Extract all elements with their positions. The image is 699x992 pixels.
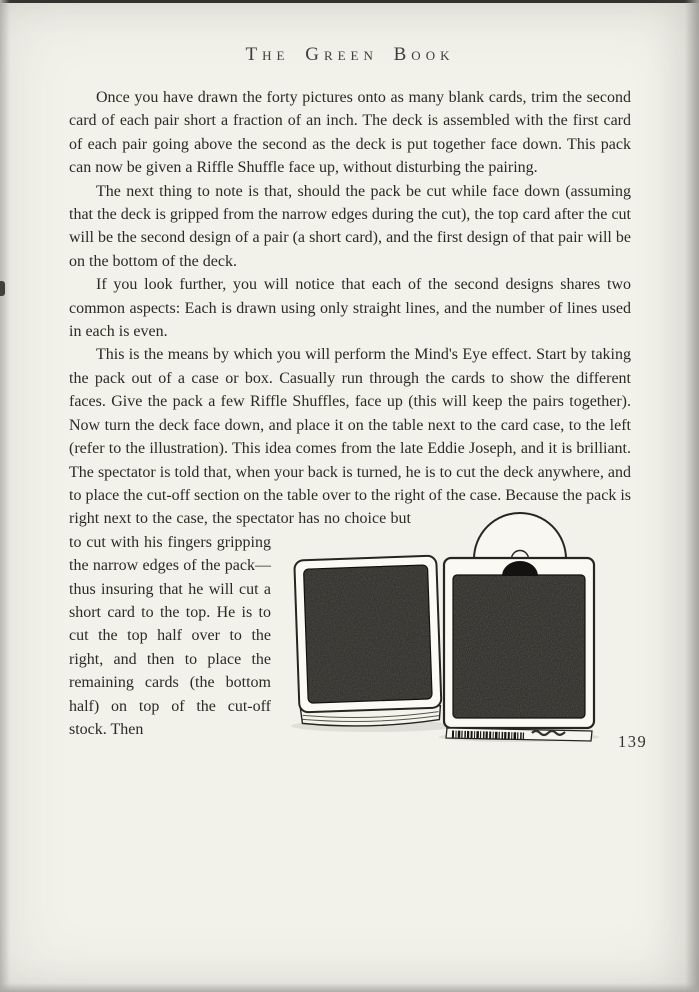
- scan-edge-left: [0, 0, 10, 992]
- scan-edge-top: [0, 0, 699, 3]
- scan-edge-right: [685, 0, 699, 992]
- body-text: [69, 86, 631, 742]
- paragraph-4-text-before: This is the means by which you will perform the Mind's Eye effect. Start by taking the pack out of a case or box. Casually run through the cards to show the different faces. Give the pack a few Riffle Shuffles, face up (this will keep the pairs together). Now turn the deck face down, and place it on the table next to the card case, to the left (refer to the illustration). This idea comes from the late Eddie Joseph, and it is brilliant. The spectator is told that, when your back is turned, he is to cut the deck anywhere, and to place the cut-off section on the table over to the right of the case. Because the pack is: [69, 346, 631, 504]
- case-panel-texture: [453, 575, 585, 718]
- paragraph-4-text-after: right next to the case, the spectator has no choice but to cut with his fingers gripping the narrow edges of the pack—thus insuring that he will cut a short card to the top. He is to cut the top half over to the right, and then to place the remaining cards (the bottom half) on top of the cut-off stock. Then: [69, 510, 411, 738]
- illustration-deck-and-case: [281, 510, 631, 742]
- paragraph-4: [69, 343, 631, 741]
- card-deck-graphic: [294, 556, 442, 729]
- scan-edge-bottom: [0, 983, 699, 992]
- page-number: 139: [618, 732, 648, 751]
- scan-artifact: [0, 281, 5, 296]
- running-head: The Green Book: [245, 44, 455, 65]
- card-back-texture: [304, 565, 433, 703]
- paragraph-3: If you look further, you will notice that each of the second designs shares two common aspects: Each is drawn using only straight lines, and the number of lines used in each is even.: [69, 276, 631, 341]
- paragraph-1: Once you have drawn the forty pictures onto as many blank cards, trim the second card of each pair short a fraction of an inch. The deck is assembled with the first card of each pair going above the second as the deck is put together face down. This pack can now be given a Riffle Shuffle face up, without disturbing the pairing.: [69, 89, 631, 177]
- card-case-graphic: [444, 513, 594, 741]
- paragraph-2: The next thing to note is that, should the pack be cut while face down (assuming that the deck is gripped from the narrow edges during the cut), the top card after the cut will be the second design of a pair (a short card), and the first design of that pair will be on the bottom of the deck.: [69, 182, 631, 270]
- deck-and-case-drawing: [281, 510, 631, 742]
